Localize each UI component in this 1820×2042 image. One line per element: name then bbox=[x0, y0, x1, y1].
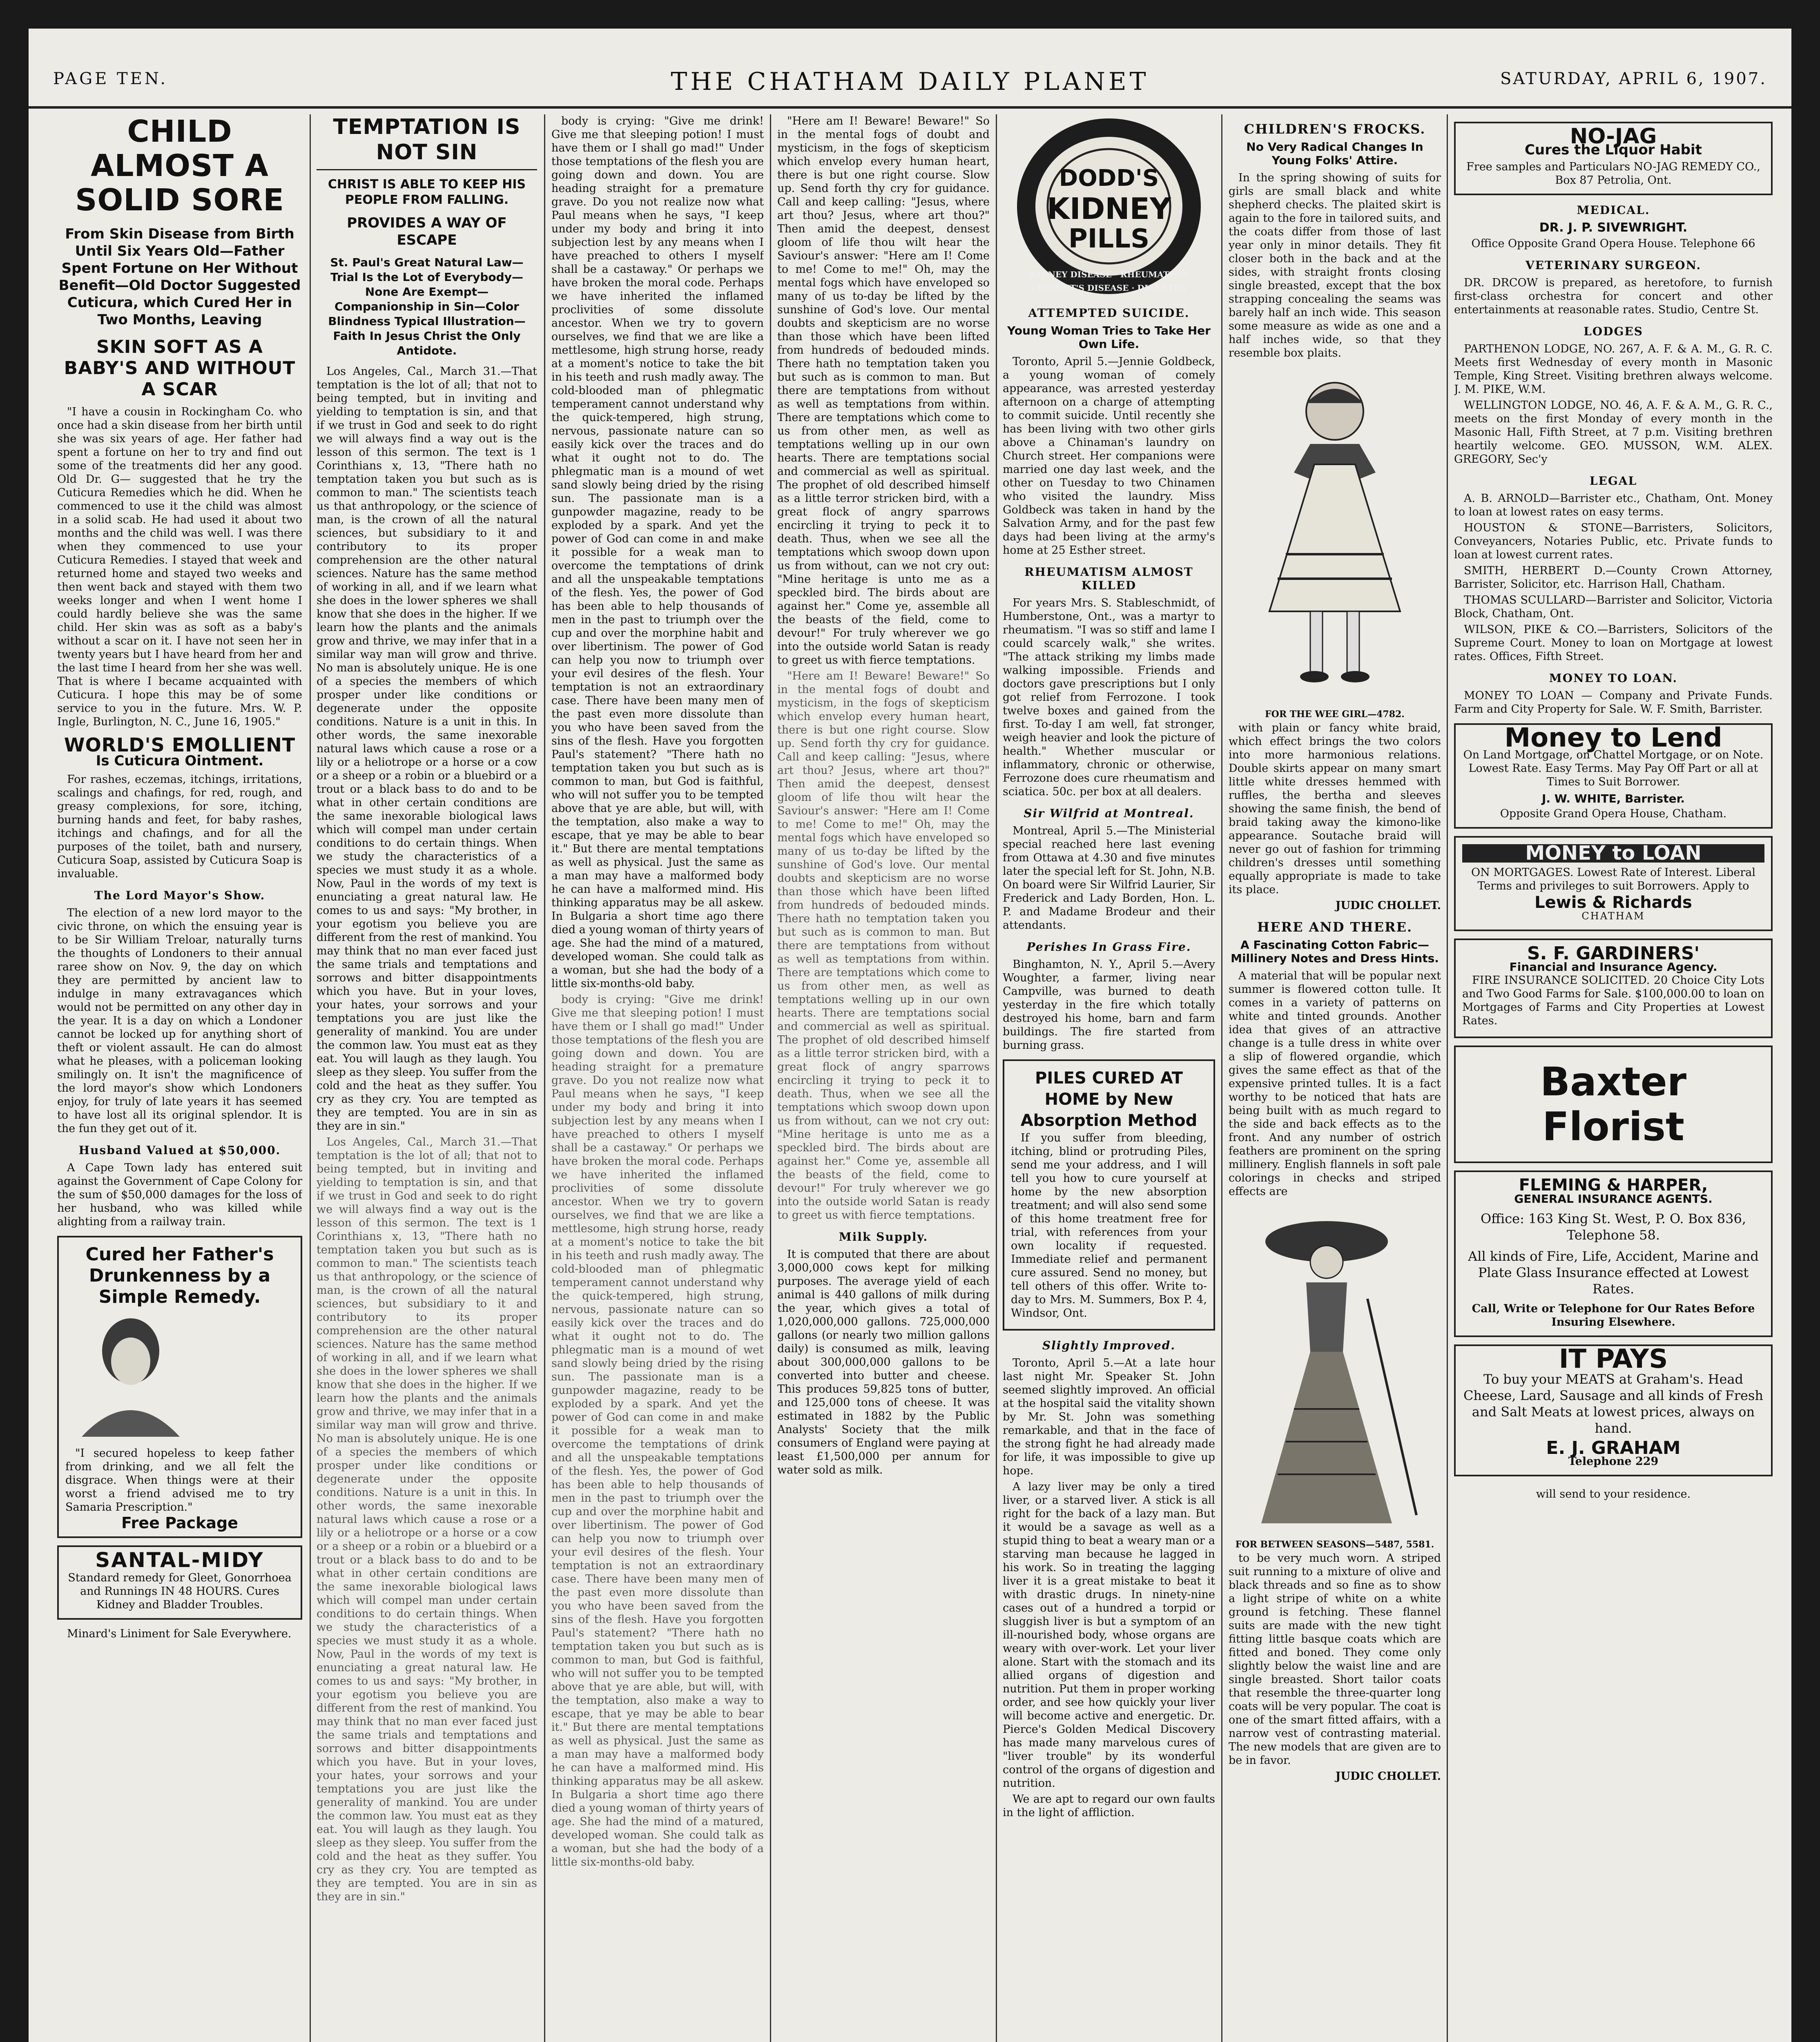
sermon-body: Los Angeles, Cal., March 31.—That temptation is the lot of all; that not to being tempted, but in inviting and yielding to temptation is sin, and that if we trust in God and seek to do right we will always find a way out is the lesson of this sermon. The text is 1 Corinthians x, 13, "There hath no temptation taken you but such as is common to man." The scientists teach us that anthropology, or the science of man, is the crown of all the natural sciences, but subsidiary to it and contributory to its proper comprehension are the other natural sciences. Nature has the same method of working in all, and if we learn what she does in the lower spheres we shall know that she does in the higher. If we learn how the plants and the animals grow and thrive, we may infer that in a similar way man will grow and thrive. No man is absolutely unique. He is one of a species the members of which prosper under like conditions or degenerate under the opposite conditions. Nature is a unit in this. In other words, the same inexorable natural laws which cause a rose or a lily or a heliotrope or a horse or a cow or a sheep or a robin or a bluebird or a trout or a black bass to do and to be what in other certain conditions are the same inexorable biological laws which will compel man under certain conditions to do certain things. When we study the characteristics of a species we must study it as a whole. Now, Paul in the words of my text is enunciating a great natural law. He comes to us and says: "My brother, in your egotism you believe you are different from the rest of mankind. You may think that no man ever faced just the same trials and temptations and sorrows and bitter disappointments which you have. But in your loves, your hates, your sorrows and your temptations you are just like the generality of mankind. You are under the common law. You must eat as they eat. You will laugh as they laugh. You sleep as they sleep. You suffer from the cold and the heat as they suffer. You cry as they cry. You are tempted as they are tempted. You are in sin as they are in sin." bbox=[317, 365, 537, 1132]
article-body: to be very much worn. A striped suit running to a mixture of olive and black threads and so fine as to show a light stripe of white on a white ground is fetching. These flannel suits are made with the new tight fitting little basque coats which are fitted and boned. They come only slightly below the waist line and are single breasted. Short tailor coats that resemble the three-quarter long coats will be very popular. The coat is one of the smart fitted affairs, with a narrow vest of contrasting material. The new models that are given are to be in favor. bbox=[1229, 1552, 1441, 1767]
ad-subhead: Cures the Liquor Habit bbox=[1525, 142, 1702, 158]
ad-headline-emollient: WORLD'S EMOLLIENT bbox=[64, 734, 296, 756]
issue-date: SATURDAY, APRIL 6, 1907. bbox=[1500, 69, 1767, 88]
article-body: Binghamton, N. Y., April 5.—Avery Woughter, a farmer, living near Campville, was burned to death yesterday in the fire which totally destroyed his home, barn and farm buildings. The fire started from burning grass. bbox=[1003, 958, 1215, 1052]
ad-subhead: Financial and Insurance Agency. bbox=[1509, 960, 1717, 974]
article-body: Minard's Liniment for Sale Everywhere. bbox=[67, 1627, 292, 1640]
vet-body: DR. DRCOW is prepared, as heretofore, to furnish first-class orchestra for concert and other entertainments at reasonable rates. Studio, Centre St. bbox=[1454, 276, 1773, 316]
ad-headline: SANTAL-MIDY bbox=[95, 1548, 264, 1572]
article-deck: No Very Radical Changes In Young Folks' Attire. bbox=[1246, 140, 1423, 167]
ad-note: Call, Write or Telephone for Our Rates Before Insuring Elsewhere. bbox=[1472, 1302, 1755, 1329]
ad-it-pays bbox=[1454, 1344, 1773, 1476]
article-heading-improved: Slightly Improved. bbox=[1042, 1339, 1176, 1352]
column-rule bbox=[544, 114, 545, 2042]
ring-text: KIDNEY DISEASE · RHEUMATISM · BRIGHT'S DISEASE · DIABETES bbox=[1030, 270, 1188, 293]
ad-subhead: Is Cuticura Ointment. bbox=[96, 753, 264, 769]
byline: JUDIC CHOLLET. bbox=[1335, 1770, 1441, 1783]
article-body: "I have a cousin in Rockingham Co. who once had a skin disease from her birth until she was six years of age. Her father had spent a fortune on her to try and find out some of the treatments did her any good. Old Dr. G— suggested that he try the Cuticura Remedies which he did. When he commenced to use it the child was almost in a solid scab. He had used it about two months and the child was well. I was there when they commenced to use your Cuticura Remedies. I stayed that week and returned home and stayed two weeks and then went back and stayed with them two weeks longer and when I went home I could hardly believe she was the same child. Her skin was as soft as a baby's without a scar on it. I have not seen her in twenty years but I have heard from her and the last time I heard from her she was well. That is where I became acquainted with Cuticura. I hope this may be of some service to you in the future. Mrs. W. P. Ingle, Burlington, N. C., June 16, 1905." bbox=[57, 406, 302, 728]
legal-listing: A. B. ARNOLD—Barrister etc., Chatham, Ont. Money to loan at lowest rates on easy terms. bbox=[1454, 492, 1773, 518]
ad-baxter-florist bbox=[1454, 1046, 1773, 1163]
article-heading-here-there: HERE AND THERE. bbox=[1257, 919, 1413, 935]
column-1 bbox=[57, 114, 302, 2042]
woman-portrait-illustration bbox=[65, 1314, 196, 1437]
deck: CHRIST IS ABLE TO KEEP HIS PEOPLE FROM FALLING. bbox=[328, 177, 526, 207]
legal-listing: HOUSTON & STONE—Barristers, Solicitors, Conveyancers, Notaries Public, etc. Private funds to loan at lowest current rates. bbox=[1454, 522, 1773, 561]
ad-subhead: GENERAL INSURANCE AGENTS. bbox=[1514, 1192, 1713, 1206]
ad-no-jag bbox=[1454, 122, 1773, 195]
column-rule bbox=[310, 114, 311, 2042]
ad-office: Office: 163 King St. West, P. O. Box 836, Telephone 58. bbox=[1481, 1211, 1746, 1243]
ad-headline-line-1: Baxter bbox=[1540, 1059, 1687, 1105]
column-4 bbox=[777, 114, 990, 2042]
article-body: It is computed that there are about 3,000,000 cows kept for milking purposes. The average yield of each animal is 440 gallons of milk during the year, which gives a total of 1,020,000,000 gallons. 725,000,000 gallons (or nearly two million gallons daily) is consumed as milk, leaving about 300,000,000 gallons to be converted into butter and cheese. This produces 59,825 tons of butter, and 125,000 tons of cheese. It was estimated in 1882 by the Public Analysts' Society that the milk consumers of England were paying at least £1,500,000 per annum for water sold as milk. bbox=[777, 1248, 990, 1476]
article-body: with plain or fancy white braid, which effect brings the two colors into more harmonious relations. Double skirts appear on many smart little white dresses hemmed with ruffles, the bertha and sleeves showing the same finish, the bend of braid taking away the kimono-like appearance. Soutache braid will never go out of fashion for trimming children's dresses until something equally appropriate is made to take its place. bbox=[1229, 722, 1441, 896]
figure-caption: FOR THE WEE GIRL—4782. bbox=[1265, 709, 1405, 720]
column-3 bbox=[551, 114, 764, 2042]
article-deck: A Fascinating Cotton Fabric—Millinery Notes and Dress Hints. bbox=[1231, 938, 1439, 965]
article-heading-fire: Perishes In Grass Fire. bbox=[1026, 940, 1191, 954]
lodge-listing: WELLINGTON LODGE, NO. 46, A. F. & A. M., G. R. C., meets on the first Monday of every month in the Masonic Hall, Fifth Street, at 7 p.m. Visiting brethren heartily welcome. GEO. MUSSON, W.M. ALEX. GREGORY, Sec'y bbox=[1454, 399, 1773, 466]
ad-piles-cured bbox=[1003, 1059, 1215, 1331]
column-rule bbox=[770, 114, 771, 2042]
sermon-continued: "Here am I! Beware! Beware!" So in the mental fogs of doubt and mysticism, in the fogs of skepticism which envelop every human heart, there is but one right course. Slow up. Send forth thy cry for guidance. Call and keep calling: "Jesus, where art thou? Jesus, where art thou?" Then amid the deepest, densest gloom of life thou wilt hear the Saviour's answer: "Here am I! Come to me! Come to me!" Oh, may the mental fogs which have enveloped so many of us to-day be lifted by the sunshine of God's love. Our mental doubts and skepticism are no worse than those which have been lifted from hundreds of bedouded minds. There hath no temptation taken you but such as is common to man. But there are temptations from without as well as temptations from within. There are temptations which come to us from other men, as well as temptations welling up in our own hearts. There are temptations social and commercial as well as spiritual. The prophet of old described himself as a little terror stricken bird, with a great flock of angry sparrows encircling it trying to peck it to death. Thus, when we see all the temptations which swoop down upon us from without, can we not cry out: "Mine heritage is unto me as a speckled bird. The birds about are against her." Come ye, assemble all the beasts of the field, come to devour!" For truly wherever we go into the outside world Satan is ready to greet us with fierce temptations. bbox=[777, 115, 990, 667]
free-package-label: Free Package bbox=[121, 1514, 238, 1532]
ad-body: To buy your MEATS at Graham's. Head Cheese, Lard, Sausage and all kinds of Fresh and Salt Meats at lowest prices, always on hand. bbox=[1463, 1371, 1763, 1436]
deck-escape: PROVIDES A WAY OF ESCAPE bbox=[347, 215, 507, 248]
newspaper-page bbox=[29, 29, 1791, 2042]
ad-firm: Lewis & Richards bbox=[1535, 893, 1692, 912]
article-body: Toronto, April 5.—At a late hour last night Mr. Speaker St. John seemed slightly improved. An official at the hospital said the vitality shown by Mr. St. John was something remarkable, and that in the face of the strong fight he had already made for life, it was impossible to give up hope. bbox=[1003, 1357, 1215, 1477]
medical-name: DR. J. P. SIVEWRIGHT. bbox=[1539, 221, 1688, 235]
girl-dress-illustration bbox=[1249, 366, 1421, 701]
ad-city: CHATHAM bbox=[1581, 910, 1645, 922]
article-heading-husband: Husband Valued at $50,000. bbox=[78, 1144, 281, 1157]
article-deck: Young Woman Tries to Take Her Own Life. bbox=[1007, 324, 1211, 351]
medical-body: Office Opposite Grand Opera House. Telephone 66 bbox=[1471, 237, 1755, 250]
column-2 bbox=[317, 114, 537, 2042]
article-heading-mayor: The Lord Mayor's Show. bbox=[94, 889, 265, 902]
ad-name: J. W. WHITE, Barrister. bbox=[1541, 792, 1685, 805]
ad-body: ON MORTGAGES. Lowest Rate of Interest. Liberal Terms and privileges to suit Borrowers. Apply to bbox=[1471, 866, 1755, 892]
deck-skin-soft: SKIN SOFT AS A BABY'S AND WITHOUT A SCAR bbox=[64, 337, 296, 400]
ad-headline: S. F. GARDINERS' bbox=[1527, 943, 1700, 964]
section-heading-vet: VETERINARY SURGEON. bbox=[1525, 259, 1702, 272]
ad-headline: Cured her Father's Drunkenness by a Simple Remedy. bbox=[85, 1244, 274, 1307]
legal-listing: THOMAS SCULLARD—Barrister and Solicitor, Victoria Block, Chatham, Ont. bbox=[1454, 594, 1773, 620]
ad-headline: NO-JAG bbox=[1570, 124, 1657, 149]
article-body: For years Mrs. S. Stableschmidt, of Humberstone, Ont., was a martyr to rheumatism. "I was so stiff and lame I could scarcely walk," she writes. "The attack striking my limbs made walking impossible. Friends and doctors gave prescriptions but I only got relief from Ferrozone. I took twelve boxes and gained from the first. To-day I am well, fat stronger, weigh heavier and look the picture of health." Whether muscular or inflammatory, chronic or otherwise, Ferrozone does cure rheumatism and sciatica. 50c. per box at all dealers. bbox=[1003, 597, 1215, 798]
article-body: The election of a new lord mayor to the civic throne, on which the ensuing year is to be Sir William Treloar, naturally turns the thoughts of Londoners to their annual raree show on Nov. 9, the day on which they are permitted by ancient law to indulge in many extravagances which would not be permitted on any other day in the year. It is a day on which a Londoner cannot be locked up for anything short of theft or violent assault. He can do almost what he pleases, with a policeman looking smilingly on. It isn't the magnificence of the lord mayor's show which Londoners enjoy, for truly of late years it has seemed to have lost all its original splendor. It is the fun they get out of it. bbox=[57, 907, 302, 1135]
column-rule bbox=[1447, 114, 1448, 2042]
ad-money-to-lend bbox=[1454, 723, 1773, 829]
legal-listing: WILSON, PIKE & CO.—Barristers, Solicitors of the Supreme Court. Money to loan on Mortgage at lowest rates. Offices, Fifth Street. bbox=[1454, 623, 1773, 663]
ad-body: For rashes, eczemas, itchings, irritations, scalings and chafings, for red, rough, and greasy complexions, for sore, itching, burning hands and feet, for baby rashes, itchings and chafings, and for all the purposes of the toilet, bath and nursery, Cuticura Soap, assisted by Cuticura Soap is invaluable. bbox=[57, 773, 302, 880]
byline: JUDIC CHOLLET. bbox=[1335, 899, 1441, 912]
headline-temptation: TEMPTATION IS NOT SIN bbox=[317, 114, 537, 170]
closing-note: We are apt to regard our own faults in the light of affliction. bbox=[1003, 1793, 1215, 1819]
sermon-continued-2: body is crying: "Give me drink! Give me that sleeping potion! I must have them or I shall go mad!" Under those temptations of the flesh you are going down and down. You are heading straight for a premature grave. Do you not realize now what Paul means when he says, "I keep under my body and bring it into subjection lest by any means when I have preached to others I myself shall be a castaway." Or perhaps we have broken the moral code. Perhaps we have inherited the inflamed proclivities of some dissolute ancestor. When we try to govern ourselves, we find that we are like a mettlesome, high strung horse, ready at a moment's notice to take the bit in his teeth and rush madly away. The cold-blooded man of phlegmatic temperament cannot understand why the quick-tempered, high strung, nervous, passionate nature can so easily kick over the traces and do what it ought not to do. The phlegmatic man is a mound of wet sand slowly being dried by the rising sun. The passionate man is a gunpowder magazine, ready to be exploded by a spark. And yet the power of God can come in and make it possible for a weak man to overcome the temptations of drink and all the unspeakable temptations of the flesh. Yes, the power of God has been able to help thousands of men in the past to triumph over the cup and over the morphine habit and over libertinism. The power of God can help you now to triumph over your evil desires of the flesh. Your temptation is not an extraordinary case. There have been many men of the past even more dissolute than you who have been saved from the sins of the flesh. Have you forgotten Paul's statement? "There hath no temptation taken you but such as is common to man, but God is faithful, who will not suffer you to be tempted above that ye are able, but will, with the temptation, also make a way to escape, that ye may be able to bear it." But there are mental temptations as well as physical. Just the same as a man may have a malformed body he can have a malformed mind. His thinking apparatus may be all askew. In Bulgaria a short time ago there died a young woman of thirty years of age. She had the mind of a matured, developed woman. She could talk as a woman, but she had the body of a little six-months-old baby. bbox=[551, 993, 764, 1868]
brand-line-2: KIDNEY bbox=[1047, 192, 1171, 226]
article-body: In the spring showing of suits for girls are small black and white shepherd checks. The plaited skirt is again to the fore in tailored suits, and the coats differ from those of last year only in minor details. They fit closer both in the back and at the sides, with straight fronts closing single breasted, except that the box strapping concealing the seams was barely half an inch wide. This season some measure as wide as one and a half inches wide, so that they resemble box plaits. bbox=[1229, 172, 1441, 359]
column-rule bbox=[1221, 114, 1222, 2042]
article-body: A material that will be popular next summer is flowered cotton tulle. It comes in a variety of patterns on white and tinted grounds. Another idea that gives of an attractive change is a tulle dress in white over a slip of flowered organdie, which gives the same effect as that of the expensive printed tulles. It is a fact worthy to be noticed that hats are being built with as much regard to the side and back effects as to the front. And any number of ostrich feathers are prominent on the spring millinery. English flannels in soft pale colorings in checks and striped effects are bbox=[1229, 970, 1441, 1198]
brand-line-1: DODD'S bbox=[1059, 165, 1159, 192]
ad-dodds-kidney-pills bbox=[1013, 114, 1205, 298]
sermon-body-continued: Los Angeles, Cal., March 31.—That temptation is the lot of all; that not to being tempted, but in inviting and yielding to temptation is sin, and that if we trust in God and seek to do right we will always find a way out is the lesson of this sermon. The text is 1 Corinthians x, 13, "There hath no temptation taken you but such as is common to man." The scientists teach us that anthropology, or the science of man, is the crown of all the natural sciences, but subsidiary to it and contributory to its proper comprehension are the other natural sciences. Nature has the same method of working in all, and if we learn what she does in the lower spheres we shall know that she does in the higher. If we learn how the plants and the animals grow and thrive, we may infer that in a similar way man will grow and thrive. No man is absolutely unique. He is one of a species the members of which prosper under like conditions or degenerate under the opposite conditions. Nature is a unit in this. In other words, the same inexorable natural laws which cause a rose or a lily or a heliotrope or a horse or a cow or a sheep or a robin or a bluebird or a trout or a black bass to do and to be what in other certain conditions are the same inexorable biological laws which will compel man under certain conditions to do certain things. When we study the characteristics of a species we must study it as a whole. Now, Paul in the words of my text is enunciating a great natural law. He comes to us and says: "My brother, in your egotism you believe you are different from the rest of mankind. You may think that no man ever faced just the same trials and temptations and sorrows and bitter disappointments which you have. But in your loves, your hates, your sorrows and your temptations you are just like the generality of mankind. You are under the common law. You must eat as they eat. You will laugh as they laugh. You sleep as they sleep. You suffer from the cold and the heat as they suffer. You cry as they cry. You are tempted as they are tempted. You are in sin as they are in sin." bbox=[317, 1136, 537, 1903]
legal-listing: SMITH, HERBERT D.—County Crown Attorney, Barrister, Solicitor, etc. Harrison Hall, Chatham. bbox=[1454, 564, 1773, 591]
column-7-directory bbox=[1454, 114, 1773, 2042]
brand-line-3: PILLS bbox=[1068, 224, 1150, 254]
article-body: Toronto, April 5.—Jennie Goldbeck, a young woman of comely appearance, was arrested yesterday afternoon on a charge of attempting to commit suicide. Until recently she has been living with two other girls above a Chinaman's laundry on Church street. Her companions were married one day last week, and the other on Tuesday to two Chinamen who visited the laundry. Miss Goldbeck was taken in hand by the Salvation Army, and for the past few days had been living at the army's home at 25 Esther street. bbox=[1003, 355, 1215, 557]
ad-headline-line-2: Florist bbox=[1542, 1104, 1684, 1150]
figure-caption: FOR BETWEEN SEASONS—5487, 5581. bbox=[1235, 1539, 1434, 1550]
column-rule bbox=[996, 114, 997, 2042]
ad-body: All kinds of Fire, Life, Accident, Marine and Plate Glass Insurance effected at Lowest Rates. bbox=[1468, 1248, 1759, 1297]
ad-gardiners bbox=[1454, 939, 1773, 1038]
masthead bbox=[29, 61, 1791, 109]
money-listing: MONEY TO LOAN — Company and Private Funds. Farm and City Property for Sale. W. F. Smith, Barrister. bbox=[1454, 689, 1773, 716]
ad-body: "I secured hopeless to keep father from drinking, and we all felt the disgrace. When things were at their worst a friend advised me to try Samaria Prescription." bbox=[65, 1447, 294, 1514]
page-label: PAGE TEN. bbox=[53, 69, 168, 88]
article-heading-frocks: CHILDREN'S FROCKS. bbox=[1244, 121, 1426, 137]
ad-name: E. J. GRAHAM bbox=[1546, 1438, 1681, 1458]
sermon-continued-2: "Here am I! Beware! Beware!" So in the mental fogs of doubt and mysticism, in the fogs of skepticism which envelop every human heart, there is but one right course. Slow up. Send forth thy cry for guidance. Call and keep calling: "Jesus, where art thou? Jesus, where art thou?" Then amid the deepest, densest gloom of life thou wilt hear the Saviour's answer: "Here am I! Come to me! Come to me!" Oh, may the mental fogs which have enveloped so many of us to-day be lifted by the sunshine of God's love. Our mental doubts and skepticism are no worse than those which have been lifted from hundreds of bedouded minds. There hath no temptation taken you but such as is common to man. But there are temptations from without as well as temptations from within. There are temptations which come to us from other men, as well as temptations welling up in our own hearts. There are temptations social and commercial as well as spiritual. The prophet of old described himself as a little terror stricken bird, with a great flock of angry sparrows encircling it trying to peck it to death. Thus, when we see all the temptations which swoop down upon us from without, can we not cry out: "Mine heritage is unto me as a speckled bird. The birds about are against her." Come ye, assemble all the beasts of the field, come to devour!" For truly wherever we go into the outside world Satan is ready to greet us with fierce temptations. bbox=[777, 670, 990, 1222]
deck: From Skin Disease from Birth Until Six Years Old—Father Spent Fortune on Her Without Benefit—Old Doctor Suggested Cuticura, which Cured Her in Two Months, Leaving bbox=[58, 226, 301, 328]
column-5 bbox=[1003, 114, 1215, 2042]
ad-body: If you suffer from bleeding, itching, blind or protruding Piles, send me your address, and I will tell you how to cure yourself at home by the new absorption treatment; and will also send some of this home treatment free for trial, with references from your own locality if requested. Immediate relief and permanent cure assured. Send no money, but tell others of this offer. Write to-day to Mrs. M. Summers, Box P. 4, Windsor, Ont. bbox=[1011, 1132, 1207, 1320]
footer-note: will send to your residence. bbox=[1536, 1488, 1691, 1500]
ad-fleming-harper bbox=[1454, 1170, 1773, 1337]
ad-address: Opposite Grand Opera House, Chatham. bbox=[1500, 807, 1727, 820]
article-body: A Cape Town lady has entered suit against the Government of Cape Colony for the sum of $50,000 damages for the loss of her husband, who was killed while alighting from a railway train. bbox=[57, 1161, 302, 1228]
ad-body: On Land Mortgage, on Chattel Mortgage, or on Note. Lowest Rate. Easy Terms. May Pay Off Part or all at Times to Suit Borrower. bbox=[1463, 749, 1764, 788]
article-heading-rheumatism: RHEUMATISM ALMOST KILLED bbox=[1024, 565, 1193, 592]
article-heading-milk: Milk Supply. bbox=[839, 1230, 928, 1244]
ad-headline: Money to Lend bbox=[1504, 723, 1722, 753]
ad-headline: PILES CURED AT HOME by New Absorption Method bbox=[1020, 1069, 1198, 1130]
column-6 bbox=[1229, 114, 1441, 2042]
ad-money-to-loan bbox=[1454, 836, 1773, 931]
ad-body: Standard remedy for Gleet, Gonorrhoea and Runnings IN 48 HOURS. Cures Kidney and Bladder Troubles. bbox=[68, 1572, 292, 1611]
women-fashion-illustration bbox=[1245, 1205, 1425, 1532]
article-body-liver: A lazy liver may be only a tired liver, or a starved liver. A stick is all right for the back of a lazy man. But it would be a savage as well as a stupid thing to beat a weary man or a starving man because he lagged in his work. So in treating the lagging liver it is a great mistake to beat it with drastic drugs. In ninety-nine cases out of a hundred a torpid or sluggish liver is but a symptom of an ill-nourished body, whose organs are weary with over-work. Let your liver alone. Start with the stomach and its allied organs of digestion and nutrition. Put them in proper working order, and see how quickly your liver will become active and energetic. Dr. Pierce's Golden Medical Discovery has made many marvelous cures of "liver trouble" by its wonderful control of the organs of digestion and nutrition. bbox=[1003, 1480, 1215, 1790]
article-heading-laurier: Sir Wilfrid at Montreal. bbox=[1024, 807, 1194, 820]
ad-body: FIRE INSURANCE SOLICITED. 20 Choice City Lots and Two Good Farms for Sale. $100,000.00 to loan on Mortgages of Farms and City Properties at Lowest Rates. bbox=[1462, 974, 1764, 1027]
section-heading-lodges: LODGES bbox=[1584, 325, 1643, 338]
ad-headline: IT PAYS bbox=[1559, 1344, 1668, 1374]
article-heading-suicide: ATTEMPTED SUICIDE. bbox=[1028, 306, 1190, 320]
headline-child-sore: CHILD ALMOST A SOLID SORE bbox=[75, 114, 284, 218]
ad-body: Free samples and Particulars NO-JAG REMEDY CO., Box 87 Petrolia, Ont. bbox=[1466, 161, 1760, 187]
sermon-continued: body is crying: "Give me drink! Give me that sleeping potion! I must have them or I shall go mad!" Under those temptations of the flesh you are going down and down. You are heading straight for a premature grave. Do you not realize now what Paul means when he says, "I keep under my body and bring it into subjection lest by any means when I have preached to others I myself shall be a castaway." Or perhaps we have broken the moral code. Perhaps we have inherited the inflamed proclivities of some dissolute ancestor. When we try to govern ourselves, we find that we are like a mettlesome, high strung horse, ready at a moment's notice to take the bit in his teeth and rush madly away. The cold-blooded man of phlegmatic temperament cannot understand why the quick-tempered, high strung, nervous, passionate nature can so easily kick over the traces and do what it ought not to do. The phlegmatic man is a mound of wet sand slowly being dried by the rising sun. The passionate man is a gunpowder magazine, ready to be exploded by a spark. And yet the power of God can come in and make it possible for a weak man to overcome the temptations of drink and all the unspeakable temptations of the flesh. Yes, the power of God has been able to help thousands of men in the past to triumph over the cup and over the morphine habit and over libertinism. The power of God can help you now to triumph over your evil desires of the flesh. Your temptation is not an extraordinary case. There have been many men of the past even more dissolute than you who have been saved from the sins of the flesh. Have you forgotten Paul's statement? "There hath no temptation taken you but such as is common to man, but God is faithful, who will not suffer you to be tempted above that ye are able, but will, with the temptation, also make a way to escape, that ye may be able to bear it." But there are mental temptations as well as physical. Just the same as a man may have a malformed body he can have a malformed mind. His thinking apparatus may be all askew. In Bulgaria a short time ago there died a young woman of thirty years of age. She had the mind of a matured, developed woman. She could talk as a woman, but she had the body of a little six-months-old baby. bbox=[551, 115, 764, 990]
section-heading-legal: LEGAL bbox=[1589, 474, 1637, 488]
ad-headline: FLEMING & HARPER, bbox=[1519, 1176, 1708, 1195]
ad-santal-midy bbox=[57, 1545, 302, 1620]
section-heading-money: MONEY TO LOAN. bbox=[1549, 671, 1678, 685]
lodge-listing: PARTHENON LODGE, NO. 267, A. F. & A. M., G. R. C. Meets first Wednesday of every month in Masonic Temple, King Street. Visiting brethren always welcome. J. M. PIKE, W.M. bbox=[1454, 343, 1773, 396]
article-body: Montreal, April 5.—The Ministerial special reached here last evening from Ottawa at 4.30 and five minutes later the special left for St. John, N.B. On board were Sir Wilfrid Laurier, Sir Frederick and Lady Borden, Hon. L. P. and Madame Brodeur and their attendants. bbox=[1003, 825, 1215, 932]
ad-telephone: Telephone 229 bbox=[1568, 1455, 1659, 1468]
ad-cured-father bbox=[57, 1236, 302, 1538]
ad-headline: MONEY to LOAN bbox=[1462, 844, 1764, 863]
deck-summary: St. Paul's Great Natural Law—Trial Is the Lot of Everybody—None Are Exempt—Companionship in Sin—Color Blindness Typical Illustration—Faith In Jesus Christ the Only Antidote. bbox=[328, 256, 526, 357]
newspaper-title: THE CHATHAM DAILY PLANET bbox=[671, 67, 1149, 96]
section-heading-medical: MEDICAL. bbox=[1577, 203, 1650, 217]
